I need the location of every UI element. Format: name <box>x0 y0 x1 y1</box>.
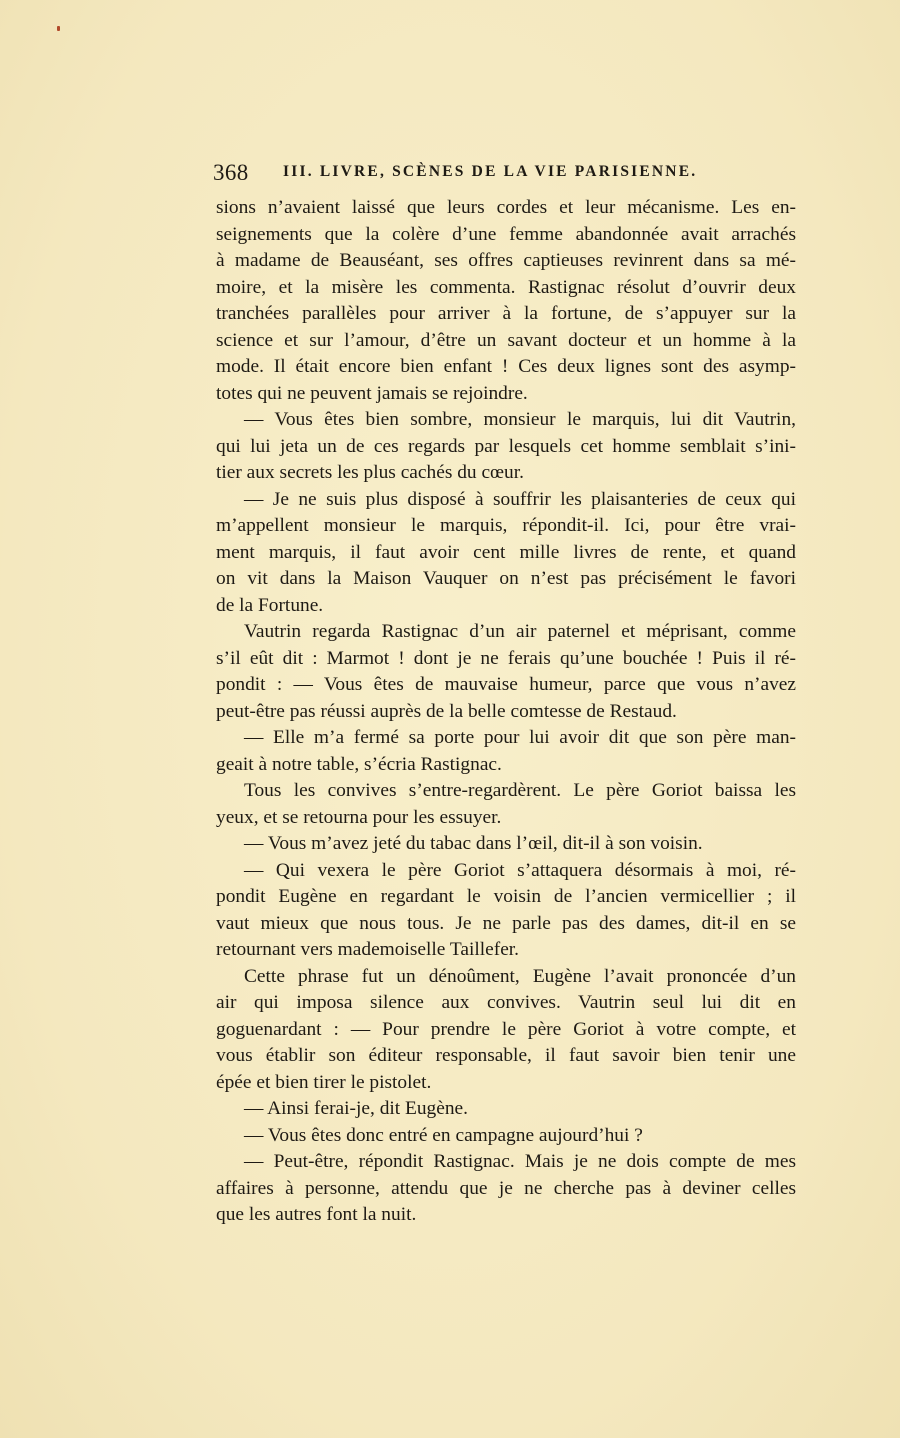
ink-speck <box>57 26 60 31</box>
text-line: retournant vers mademoiselle Taillefer. <box>216 939 520 960</box>
text-line: science et sur l’amour, d’être un savant docteur et un homme à la <box>216 329 796 351</box>
text-line: m’appellent monsieur le marquis, répondit-il. Ici, pour être vrai- <box>216 515 796 536</box>
text-line: épée et bien tirer le pistolet. <box>216 1071 432 1093</box>
text-line: Tous les convives s’entre-regardèrent. Le père Goriot baissa les <box>244 780 796 801</box>
text-line: s’il eût dit : Marmot ! dont je ne ferais qu’une bouchée ! Puis il ré- <box>216 647 796 669</box>
text-line: de la Fortune. <box>216 594 324 616</box>
text-line: — Vous êtes donc entré en campagne aujourd’hui ? <box>244 1124 643 1146</box>
text-line: Vautrin regarda Rastignac d’un air paternel et méprisant, comme <box>244 621 796 642</box>
text-line: vaut mieux que nous tous. Je ne parle pas des dames, dit-il en se <box>216 912 796 934</box>
text-line: on vit dans la Maison Vauquer on n’est pas précisément le favori <box>216 568 796 589</box>
text-line: pondit Eugène en regardant le voisin de l’ancien vermicellier ; il <box>216 886 796 907</box>
text-line: à madame de Beauséant, ses offres captieuses revinrent dans sa mé- <box>216 250 796 271</box>
text-line: — Peut-être, répondit Rastignac. Mais je ne dois compte de mes <box>244 1151 796 1172</box>
text-line: — Vous êtes bien sombre, monsieur le marquis, lui dit Vautrin, <box>244 409 796 430</box>
text-line: sions n’avaient laissé que leurs cordes et leur mécanisme. Les en- <box>216 197 796 218</box>
text-line: geait à notre table, s’écria Rastignac. <box>216 753 502 775</box>
text-line: mode. Il était encore bien enfant ! Ces deux lignes sont des asymp- <box>216 356 796 377</box>
text-line: ment marquis, il faut avoir cent mille livres de rente, et quand <box>216 541 796 563</box>
text-line: — Qui vexera le père Goriot s’attaquera désormais à moi, ré- <box>244 859 796 881</box>
text-line: que les autres font la nuit. <box>216 1204 417 1225</box>
text-line: goguenardant : — Pour prendre le père Goriot à votre compte, et <box>216 1018 796 1040</box>
text-line: tranchées parallèles pour arriver à la fortune, de s’appuyer sur la <box>216 303 796 324</box>
text-line: affaires à personne, attendu que je ne cherche pas à deviner celles <box>216 1177 796 1199</box>
running-head <box>213 160 793 190</box>
text-line: — Je ne suis plus disposé à souffrir les plaisanteries de ceux qui <box>244 488 796 510</box>
text-line: moire, et la misère les commenta. Rastignac résolut d’ouvrir deux <box>216 276 796 298</box>
text-line: — Vous m’avez jeté du tabac dans l’œil, dit-il à son voisin. <box>244 833 703 854</box>
text-line: peut-être pas réussi auprès de la belle comtesse de Restaud. <box>216 700 677 722</box>
text-line: qui lui jeta un de ces regards par lesquels cet homme semblait s’ini- <box>216 435 796 457</box>
text-line: tier aux secrets les plus cachés du cœur. <box>216 462 524 483</box>
text-line: Cette phrase fut un dénoûment, Eugène l’avait prononcée d’un <box>244 965 796 987</box>
text-line: seignements que la colère d’une femme abandonnée avait arrachés <box>216 223 796 245</box>
text-line: totes qui ne peuvent jamais se rejoindre. <box>216 382 528 404</box>
text-line: pondit : — Vous êtes de mauvaise humeur, parce que vous n’avez <box>216 674 796 695</box>
body-text <box>216 195 796 1229</box>
running-head-title: III. LIVRE, SCÈNES DE LA VIE PARISIENNE. <box>283 163 698 180</box>
text-line: air qui imposa silence aux convives. Vautrin seul lui dit en <box>216 992 796 1013</box>
text-line: — Ainsi ferai-je, dit Eugène. <box>244 1098 469 1119</box>
page-number: 368 <box>213 160 249 185</box>
text-line: vous établir son éditeur responsable, il faut savoir bien tenir une <box>216 1045 796 1066</box>
text-line: — Elle m’a fermé sa porte pour lui avoir dit que son père man- <box>244 727 796 748</box>
text-line: yeux, et se retourna pour les essuyer. <box>216 806 502 828</box>
